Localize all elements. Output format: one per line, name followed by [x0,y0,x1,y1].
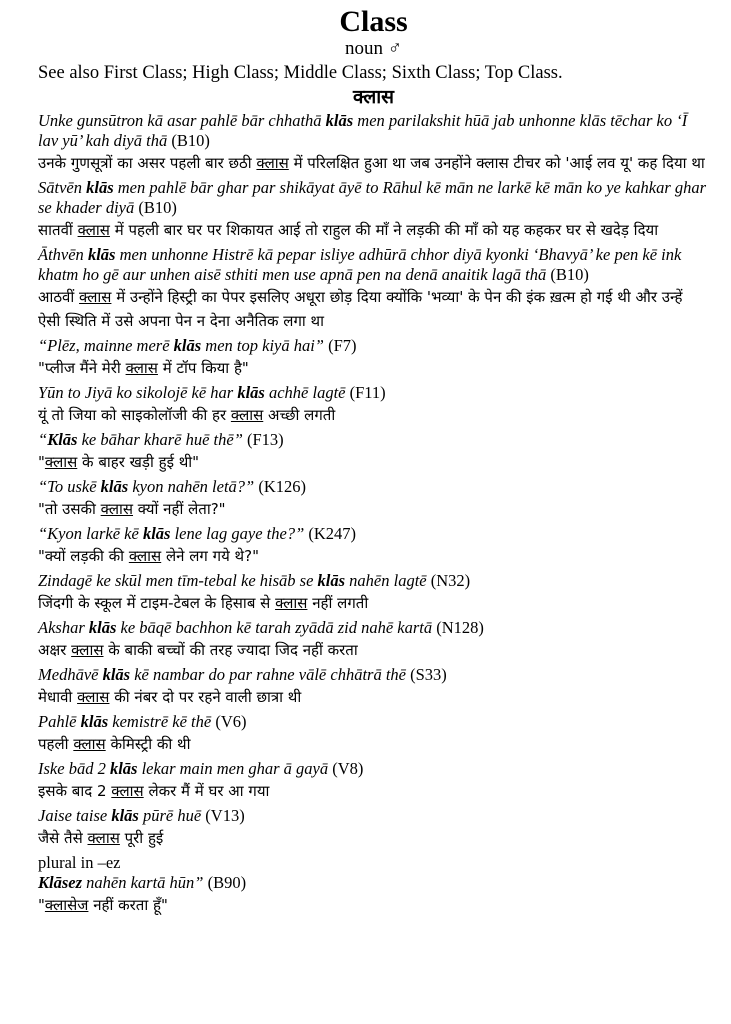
example-text: Yūn to Jiyā ko sikolojē kē har [38,383,238,402]
example-entry [38,806,709,850]
example-entry [38,336,709,380]
example-text: Unke gunsūtron kā asar pahlē bār chhathā [38,111,326,130]
source-ref: (F13) [242,430,284,449]
source-ref: (B10) [546,265,589,284]
devanagari-text: "क्यों लड़की की [38,547,129,565]
source-ref: (B90) [203,873,247,892]
transliteration-line [38,178,709,218]
example-text: Zindagē ke skūl men tīm-tebal ke hisāb se [38,571,318,590]
keyword: klās [86,178,114,197]
devanagari-text: के बाहर खड़ी हुई थी" [77,453,200,471]
example-text: Pahlē [38,712,81,731]
example-text: ke bāhar kharē huē thē” [77,430,243,449]
source-ref: (F7) [324,336,357,355]
example-entry [38,524,709,568]
devanagari-line [38,544,709,568]
devanagari-line [38,218,709,242]
source-ref: (V13) [201,806,245,825]
keyword: klās [80,712,109,731]
keyword: klās [109,759,138,778]
example-text: men pahlē bār ghar par shikāyat āyē to Rāhul kē mān ne larkē kē mān ko ye kahkar ghar se khader diyā [38,178,707,217]
devanagari-text: अक्षर [38,641,72,659]
example-text: kemistrē kē thē [108,712,212,731]
transliteration-line [38,245,709,285]
source-ref: (B10) [134,198,177,217]
devanagari-keyword: क्लास [230,406,264,424]
example-text: men unhonne Histrē kā pepar isliye adhūrā chhor diyā kyonki ‘Bhavyā’ ke pen kē ink khatm ho gē aur unhen aisē sthiti men use apnā pen na denā anaitik lagā thā [38,245,682,284]
devanagari-line [38,285,709,333]
transliteration-line [38,430,709,450]
transliteration-line [38,571,709,591]
devanagari-text: " [38,453,45,471]
example-entry [38,178,709,242]
devanagari-text: आठवीं [38,288,80,306]
devanagari-keyword: क्लास [100,500,134,518]
example-entry [38,759,709,803]
transliteration-line [38,873,709,893]
example-text: lene lag gaye the?” [170,524,305,543]
example-entry [38,618,709,662]
devanagari-keyword: क्लास [77,688,110,706]
source-ref: (S33) [405,665,447,684]
example-text: kyon nahēn letā?” [128,477,255,496]
example-text: ke bāqē bachhon kē tarah zyādā zid nahē kartā [116,618,433,637]
devanagari-text: मेधावी [38,688,78,706]
keyword: Klās [47,430,78,449]
devanagari-line [38,685,709,709]
example-text: pūrē huē [138,806,202,825]
devanagari-text: "प्लीज मैंने मेरी [38,359,126,377]
source-ref: (N128) [432,618,484,637]
transliteration-line [38,477,709,497]
keyword: klās [88,618,117,637]
keyword: Klāsez [38,873,83,892]
devanagari-text: में उन्होंने हिस्ट्री का पेपर इसलिए अधूरा छोड़ दिया क्योंकि 'भव्या' के पेन की इंक ख़त्म हो गई थी और उन्हें ऐसी स्थिति में उसे अपना पेन न देना अनैतिक लगा था [38,288,683,330]
example-text: “Kyon larkē kē [38,524,143,543]
devanagari-text: "तो उसकी [38,500,101,518]
example-text: lekar main men ghar ā gayā [137,759,329,778]
source-ref: (N32) [426,571,471,590]
devanagari-text: पहली [38,735,74,753]
devanagari-keyword: क्लास [256,154,289,172]
transliteration-line [38,111,709,151]
keyword: klās [87,245,116,264]
devanagari-keyword: क्लास [71,641,104,659]
keyword: klās [325,111,354,130]
devanagari-keyword: क्लास [73,735,106,753]
devanagari-text: में पहली बार घर पर शिकायत आई तो राहुल की माँ ने लड़की की माँ को यह कहकर घर से खदेड़ दिया [109,221,659,239]
devanagari-line [38,893,709,917]
example-text: Akshar [38,618,89,637]
example-text: men parilakshit hūā jab unhonne klās tēchar ko ‘Ī lav yū’ kah diyā thā [38,111,688,150]
devanagari-line [38,450,709,474]
devanagari-keyword: क्लासेज [44,896,89,914]
example-list [38,111,709,850]
devanagari-keyword: क्लास [275,594,308,612]
example-text: Iske bād 2 [38,759,110,778]
example-entry [38,665,709,709]
example-text: nahēn lagtē [345,571,427,590]
part-of-speech: noun ♂ [345,38,402,59]
devanagari-text: में परिलक्षित हुआ था जब उनहोंने क्लास टीचर को 'आई लव यू' कह दिया था [288,154,705,172]
example-text: achhē lagtē [264,383,346,402]
example-entry [38,571,709,615]
transliteration-line [38,336,709,356]
devanagari-line [38,591,709,615]
example-text: Āthvēn [38,245,88,264]
devanagari-text: यूं तो जिया को साइकोलॉजी की हर [38,406,231,424]
example-text: nahēn kartā hūn” [82,873,204,892]
example-text: Jaise taise [38,806,112,825]
devanagari-text: उनके गुणसूत्रों का असर पहली बार छठी [38,154,257,172]
devanagari-text: जिंदगी के स्कूल में टाइम-टेबल के हिसाब से [38,594,276,612]
devanagari-text: पूरी हुई [119,829,164,847]
devanagari-line [38,779,709,803]
devanagari-keyword: क्लास [44,453,78,471]
transliteration-line [38,665,709,685]
transliteration-line [38,524,709,544]
source-ref: (B10) [167,131,210,150]
devanagari-line [38,403,709,427]
devanagari-text: क्यों नहीं लेता?" [133,500,226,518]
devanagari-keyword: क्लास [77,221,110,239]
transliteration-line [38,759,709,779]
source-ref: (F11) [345,383,386,402]
devanagari-text: " [38,896,45,914]
keyword: klās [317,571,346,590]
transliteration-line [38,618,709,638]
devanagari-line [38,638,709,662]
transliteration-line [38,806,709,826]
devanagari-line [38,497,709,521]
example-entry [38,712,709,756]
devanagari-headword: क्लास [352,86,394,108]
devanagari-text: में टॉप किया है" [157,359,249,377]
devanagari-line [38,151,709,175]
source-ref: (K247) [304,524,357,543]
example-entry [38,430,709,474]
plural-example [38,873,709,917]
keyword: klās [102,665,131,684]
example-text: “Plēz, mainne merē [38,336,174,355]
example-entry [38,111,709,175]
example-entry [38,383,709,427]
devanagari-text: नहीं करता हूँ" [88,896,168,914]
keyword: klās [111,806,139,825]
example-text: Medhāvē [38,665,103,684]
transliteration-line [38,383,709,403]
source-ref: (K126) [254,477,306,496]
devanagari-keyword: क्लास [125,359,158,377]
source-ref: (V6) [211,712,247,731]
keyword: klās [100,477,129,496]
devanagari-text: इसके बाद 2 [38,782,112,800]
devanagari-text: केमिस्ट्री की थी [105,735,191,753]
devanagari-text: की नंबर दो पर रहने वाली छात्रा थी [109,688,302,706]
keyword: klās [142,524,171,543]
example-text: Sātvēn [38,178,87,197]
keyword: klās [173,336,202,355]
devanagari-keyword: क्लास [87,829,120,847]
devanagari-keyword: क्लास [111,782,144,800]
keyword: klās [237,383,265,402]
transliteration-line [38,712,709,732]
devanagari-text: लेकर मैं में घर आ गया [143,782,270,800]
devanagari-text: सातवीं [38,221,78,239]
devanagari-line [38,826,709,850]
example-text: “ [38,430,48,449]
devanagari-text: अच्छी लगती [263,406,336,424]
example-text: kē nambar do par rahne vālē chhātrā thē [130,665,406,684]
devanagari-text: लेने लग गये थे?" [161,547,259,565]
example-text: men top kiyā hai” [201,336,324,355]
devanagari-text: जैसे तैसे [38,829,88,847]
see-also-line: See also First Class; High Class; Middle Class; Sixth Class; Top Class. [38,63,563,83]
headword-title: Class [339,5,408,38]
source-ref: (V8) [328,759,364,778]
devanagari-text: के बाकी बच्चों की तरह ज्यादा जिद नहीं करता [103,641,358,659]
devanagari-keyword: क्लास [79,288,112,306]
example-entry [38,245,709,333]
devanagari-line [38,356,709,380]
plural-label: plural in –ez [38,853,121,872]
example-entry [38,477,709,521]
devanagari-text: नहीं लगती [307,594,369,612]
devanagari-keyword: क्लास [128,547,162,565]
example-text: “To uskē [38,477,101,496]
devanagari-line [38,732,709,756]
